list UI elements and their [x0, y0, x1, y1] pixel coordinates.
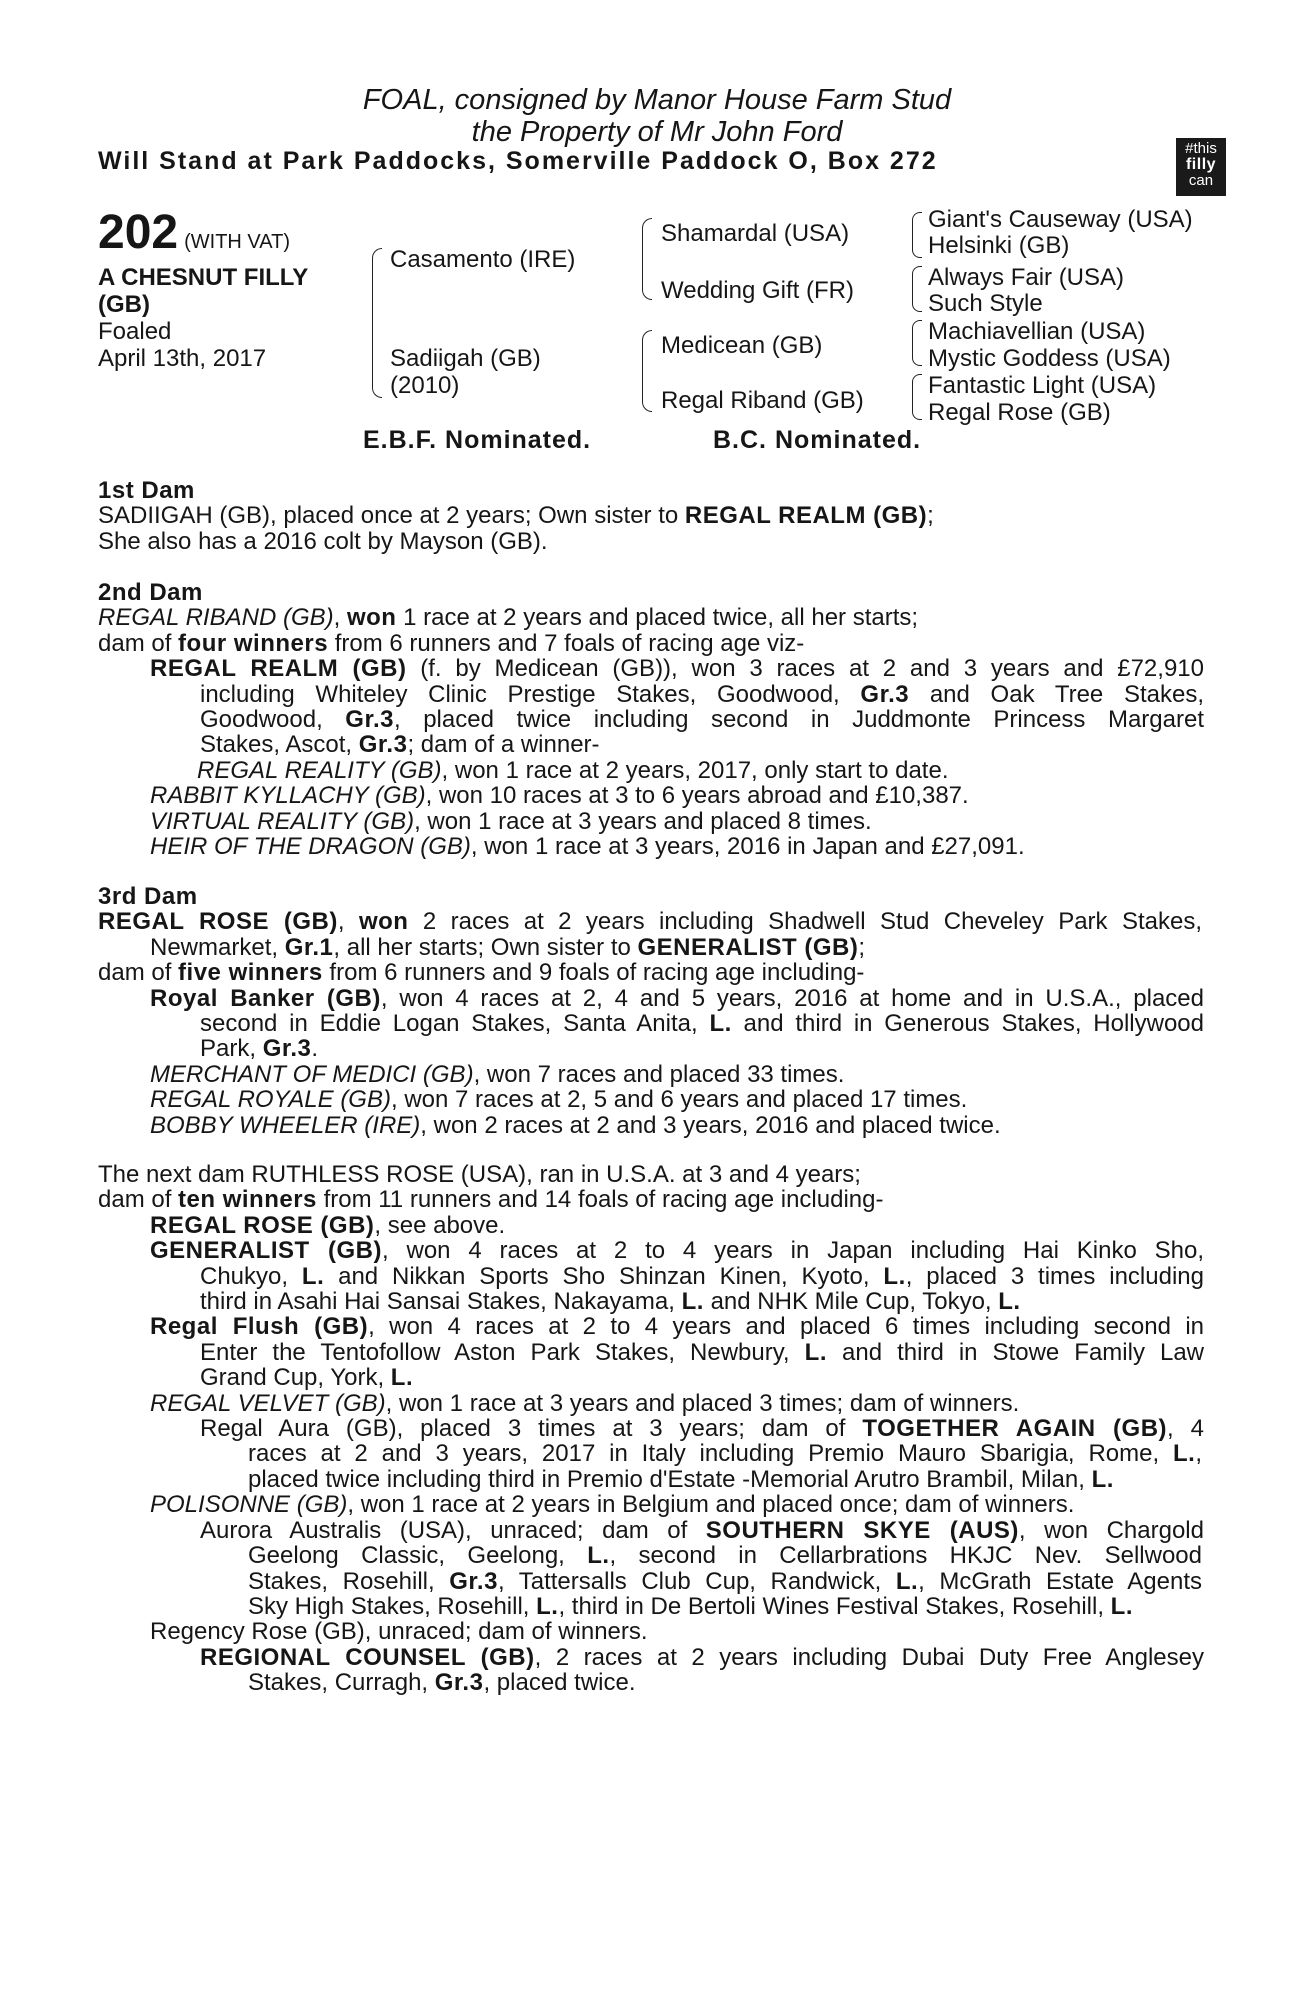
dam: Sadiigah (GB) — [390, 345, 541, 372]
first-dam-heading: 1st Dam — [98, 477, 195, 504]
pedigree-brace-3c — [912, 320, 922, 366]
lot-number: 202 — [98, 206, 179, 259]
property-line: the Property of Mr John Ford — [471, 116, 843, 148]
pedigree-brace-3a — [912, 212, 922, 258]
gg-3: Always Fair (USA) — [928, 264, 1125, 291]
sire-sire: Shamardal (USA) — [661, 220, 850, 247]
second-dam-section: 2nd Dam REGAL RIBAND (GB), won 1 race at 2 years and placed twice, all her starts; dam of four winners from 6 runners and 7 foals of racing age viz- REGAL REALM (GB) (f. by Medicean (GB)), won 3 races at 2 and 3 years and £72,910 including Whiteley Clinic Prestige Stakes, Goodwood, Gr.3 and Oak Tree Stakes, Goodwood, Gr.3, placed twice including second in Juddmonte Princess Margaret Stakes, Ascot, Gr.3; dam of a winner- REGAL REALITY (GB), won 1 race at 2 years, 2017, only start to date. RABBIT KYLLACHY (GB), won 10 races at 3 to 6 years abroad and £10,387. VIRTUAL REALITY (GB), won 1 race at 3 years and placed 8 times. HEIR OF THE DRAGON (GB), won 1 race at 3 years, 2016 in Japan and £27,091. — [98, 579, 1205, 861]
consignor-line: FOAL, consigned by Manor House Farm Stud — [362, 84, 952, 116]
sire-dam: Wedding Gift (FR) — [661, 277, 854, 304]
lot-description-country: (GB) — [98, 291, 150, 318]
pedigree-brace-1 — [372, 248, 382, 398]
gg-8: Regal Rose (GB) — [928, 399, 1111, 426]
foaled-date: April 13th, 2017 — [98, 345, 267, 372]
dam-year: (2010) — [390, 372, 460, 399]
pedigree-brace-3b — [912, 266, 922, 312]
gg-1: Giant's Causeway (USA) — [928, 206, 1193, 233]
dam-dam: Regal Riband (GB) — [661, 387, 864, 414]
stand-location: Will Stand at Park Paddocks, Somerville Paddock O, Box 272 — [98, 147, 938, 175]
gg-4: Such Style — [928, 290, 1043, 317]
foaled-label: Foaled — [98, 318, 172, 345]
first-dam-section: 1st Dam SADIIGAH (GB), placed once at 2 years; Own sister to REGAL REALM (GB); She also has a 2016 colt by Mayson (GB). — [98, 477, 934, 555]
third-dam-section: 3rd Dam REGAL ROSE (GB), won 2 races at 2 years including Shadwell Stud Cheveley Park Stakes, Newmarket, Gr.1, all her starts; Own sister to GENERALIST (GB); dam of five winners from 6 runners and 9 foals of racing age including- Royal Banker (GB), won 4 races at 2, 4 and 5 years, 2016 at home and in U.S.A., placed second in Eddie Logan Stakes, Santa Anita, L. and third in Generous Stakes, Hollywood Park, Gr.3. MERCHANT OF MEDICI (GB), won 7 races and placed 33 times. REGAL ROYALE (GB), won 7 races at 2, 5 and 6 years and placed 17 times. BOBBY WHEELER (IRE), won 2 races at 2 and 3 years, 2016 and placed twice. — [98, 883, 1204, 1139]
third-dam-heading: 3rd Dam — [98, 883, 198, 910]
pedigree-brace-2b — [642, 330, 652, 412]
lot-description: A CHESNUT FILLY — [98, 264, 309, 291]
sire: Casamento (IRE) — [390, 246, 576, 273]
pedigree-brace-3d — [912, 374, 922, 420]
vat-note: (WITH VAT) — [184, 231, 290, 253]
lot-number-line — [98, 208, 290, 269]
gg-2: Helsinki (GB) — [928, 232, 1070, 259]
pedigree-brace-2a — [642, 218, 652, 300]
ebf-nominated: E.B.F. Nominated. — [363, 426, 592, 454]
this-filly-can-logo: #this filly can — [1176, 138, 1226, 196]
gg-5: Machiavellian (USA) — [928, 318, 1146, 345]
gg-7: Fantastic Light (USA) — [928, 372, 1157, 399]
gg-6: Mystic Goddess (USA) — [928, 345, 1171, 372]
bc-nominated: B.C. Nominated. — [713, 426, 922, 454]
second-dam-heading: 2nd Dam — [98, 579, 203, 606]
dam-sire: Medicean (GB) — [661, 332, 823, 359]
next-dam-section: The next dam RUTHLESS ROSE (USA), ran in U.S.A. at 3 and 4 years; dam of ten winners from 11 runners and 14 foals of racing age including- REGAL ROSE (GB), see above. GENERALIST (GB), won 4 races at 2 to 4 years in Japan including Hai Kinko Sho, Chukyo, L. and Nikkan Sports Sho Shinzan Kinen, Kyoto, L., placed 3 times including third in Asahi Hai Sansai Stakes, Nakayama, L. and NHK Mile Cup, Tokyo, L. Regal Flush (GB), won 4 races at 2 to 4 years and placed 6 times including second in Enter the Tentofollow Aston Park Stakes, Newbury, L. and third in Stowe Family Law Grand Cup, York, L. REGAL VELVET (GB), won 1 race at 3 years and placed 3 times; dam of winners. Regal Aura (GB), placed 3 times at 3 years; dam of TOGETHER AGAIN (GB), 4 races at 2 and 3 years, 2017 in Italy including Premio Mauro Sbarigia, Rome, L., placed twice including third in Premio d'Estate -Memorial Arutro Brambil, Milan, L. POLISONNE (GB), won 1 race at 2 years in Belgium and placed once; dam of winners. Aurora Australis (USA), unraced; dam of SOUTHERN SKYE (AUS), won Chargold Geelong Classic, Geelong, L., second in Cellarbrations HKJC Nev. Sellwood Stakes, Rosehill, Gr.3, Tattersalls Club Cup, Randwick, L., McGrath Estate Agents Sky High Stakes, Rosehill, L., third in De Bertoli Wines Festival Stakes, Rosehill, L. Regency Rose (GB), unraced; dam of winners. REGIONAL COUNSEL (GB), 2 races at 2 years including Dubai Duty Free Anglesey Stakes, Curragh, Gr.3, placed twice. — [98, 1161, 1205, 1697]
